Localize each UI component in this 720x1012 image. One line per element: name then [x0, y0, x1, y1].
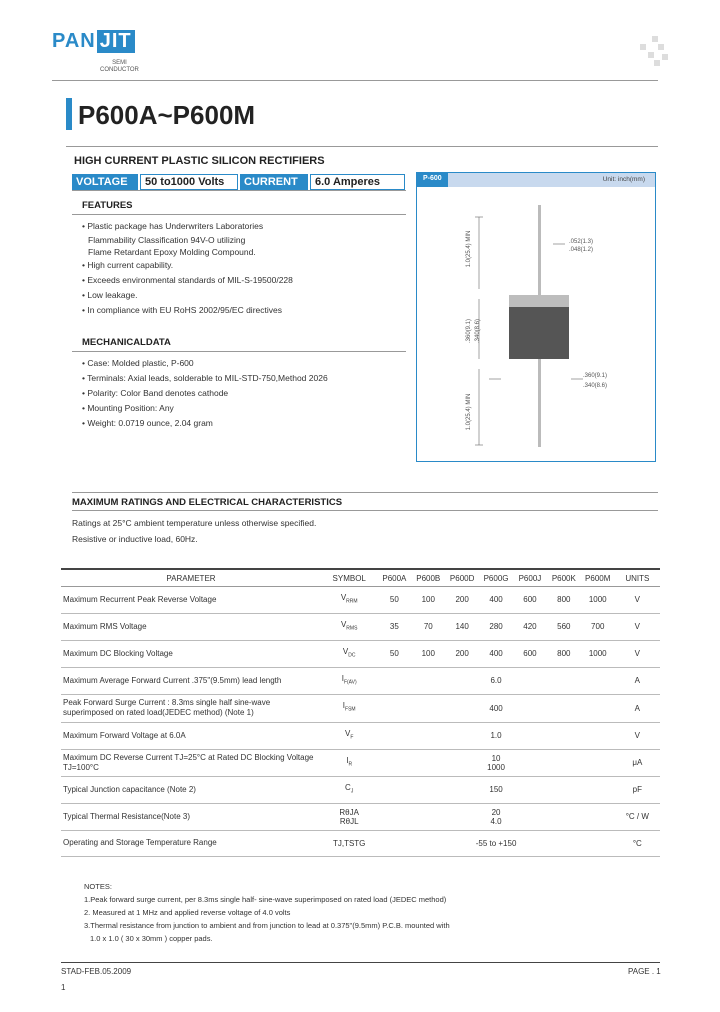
feature-item: Flame Retardant Epoxy Molding Compound.: [88, 247, 256, 257]
dim-lead-dia-2: .048(1.2): [569, 247, 594, 253]
mechanical-heading: MECHANICALDATA: [82, 337, 171, 348]
mechanical-item: • Weight: 0.0719 ounce, 2.04 gram: [82, 418, 213, 428]
notes-block: [84, 880, 450, 945]
brand-subtitle: [100, 60, 139, 74]
param-cell: Operating and Storage Temperature Range: [61, 830, 321, 856]
note-3: 3.Thermal resistance from junction to ambient and from junction to lead at 0.375"(9.5mm) P.C.B. mounted with: [84, 921, 450, 930]
ratings-top-divider: [72, 492, 658, 493]
param-cell: Maximum DC Reverse Current TJ=25°C at Rated DC Blocking Voltage TJ=100°C: [61, 749, 321, 776]
dim-lead-length: 1.0(25.4) MIN: [466, 230, 472, 268]
value-cell: 200: [445, 586, 479, 613]
param-cell: Maximum RMS Voltage: [61, 613, 321, 640]
param-cell: Maximum DC Blocking Voltage: [61, 640, 321, 667]
param-cell: Typical Junction capacitance (Note 2): [61, 776, 321, 803]
value-cell: 800: [547, 640, 581, 667]
table-row: [61, 667, 660, 694]
feature-item: • In compliance with EU RoHS 2002/95/EC directives: [82, 305, 282, 315]
table-row: [61, 776, 660, 803]
unit-cell: A: [615, 694, 660, 722]
value-cell: 600: [513, 640, 547, 667]
product-subtitle: HIGH CURRENT PLASTIC SILICON RECTIFIERS: [74, 155, 325, 167]
value-cell: 400: [479, 586, 513, 613]
col-header: PARAMETER: [61, 572, 321, 586]
col-header: SYMBOL: [321, 572, 378, 586]
value-cell: 560: [547, 613, 581, 640]
table-row: [61, 613, 660, 640]
brand-sub-1: SEMI: [112, 60, 127, 66]
header-divider: [52, 80, 658, 81]
value-cell: 50: [377, 640, 411, 667]
diagram-unit-label: Unit: inch(mm): [602, 176, 645, 183]
mechanical-divider: [72, 351, 406, 352]
diode-drawing: [417, 187, 655, 461]
feature-item: • Low leakage.: [82, 290, 138, 300]
notes-heading: NOTES:: [84, 882, 112, 891]
unit-cell: pF: [615, 776, 660, 803]
symbol-cell: $C_J$: [321, 776, 378, 803]
value-cell: 200: [445, 640, 479, 667]
col-header: P600B: [411, 572, 445, 586]
col-header: P600K: [547, 572, 581, 586]
value-cell: 400: [377, 694, 614, 722]
col-header: P600G: [479, 572, 513, 586]
brand-sub-2: CONDUCTOR: [100, 67, 139, 73]
feature-item: • High current capability.: [82, 260, 174, 270]
symbol-cell: $V_F$: [321, 722, 378, 749]
diode-body: [509, 307, 569, 359]
mechanical-list: [82, 356, 328, 431]
dim-body-dia-2: .340(8.6): [475, 318, 481, 344]
symbol-cell: $V_{RMS}$: [321, 613, 378, 640]
bottom-lead: [538, 359, 541, 447]
ratings-line-1: Ratings at 25°C ambient temperature unless otherwise specified.: [72, 518, 317, 528]
ratings-heading: MAXIMUM RATINGS AND ELECTRICAL CHARACTERISTICS: [72, 497, 343, 508]
param-cell: Typical Thermal Resistance(Note 3): [61, 803, 321, 830]
value-cell: 1000: [581, 640, 615, 667]
note-2: 2. Measured at 1 MHz and applied reverse voltage of 4.0 volts: [84, 908, 291, 917]
footer-page: PAGE . 1: [628, 967, 661, 976]
col-header: P600D: [445, 572, 479, 586]
footer-divider: [61, 962, 660, 963]
unit-cell: μA: [615, 749, 660, 776]
diagram-header: [417, 173, 655, 187]
param-cell: Maximum Forward Voltage at 6.0A: [61, 722, 321, 749]
table-row: [61, 722, 660, 749]
symbol-cell: $V_{RRM}$: [321, 586, 378, 613]
value-cell: 420: [513, 613, 547, 640]
dim-lead-length-2: 1.0(25.4) MIN: [466, 393, 472, 431]
param-cell: Maximum Recurrent Peak Reverse Voltage: [61, 586, 321, 613]
brand-name-a: PAN: [52, 30, 96, 52]
dim-body-dia-1: .360(9.1): [466, 318, 472, 344]
unit-cell: V: [615, 722, 660, 749]
ratings-table: [61, 572, 660, 857]
value-cell: 800: [547, 586, 581, 613]
unit-cell: V: [615, 586, 660, 613]
symbol-cell: $I_{F(AV)}$: [321, 667, 378, 694]
value-cell: 1.0: [377, 722, 614, 749]
table-row: [61, 749, 660, 776]
col-header: P600M: [581, 572, 615, 586]
voltage-value: 50 to1000 Volts: [140, 174, 238, 190]
symbol-cell: $I_R$: [321, 749, 378, 776]
unit-cell: °C / W: [615, 803, 660, 830]
value-cell: -55 to +150: [377, 830, 614, 856]
value-cell: 70: [411, 613, 445, 640]
param-cell: Peak Forward Surge Current : 8.3ms single half sine-wave superimposed on rated load(JEDEC method) (Note 1): [61, 694, 321, 722]
table-top-border: [61, 568, 660, 570]
title-divider: [66, 146, 658, 147]
feature-item: Flammability Classification 94V-O utilizing: [88, 235, 246, 245]
ratings-divider: [72, 510, 658, 511]
feature-item: • Exceeds environmental standards of MIL-S-19500/228: [82, 275, 293, 285]
current-label: CURRENT: [240, 174, 308, 190]
table-row: [61, 803, 660, 830]
value-cell: 6.0: [377, 667, 614, 694]
table-row: [61, 640, 660, 667]
table-header-row: [61, 572, 660, 586]
voltage-label: VOLTAGE: [72, 174, 138, 190]
symbol-cell: $I_{FSM}$: [321, 694, 378, 722]
cathode-band: [509, 295, 569, 307]
symbol-cell: TJ,TSTG: [321, 830, 378, 856]
value-cell: 150: [377, 776, 614, 803]
col-header: P600J: [513, 572, 547, 586]
value-cell: 400: [479, 640, 513, 667]
brand-logo: [52, 30, 135, 53]
unit-cell: V: [615, 613, 660, 640]
features-list: [82, 219, 293, 318]
mechanical-item: • Terminals: Axial leads, solderable to MIL-STD-750,Method 2026: [82, 373, 328, 383]
brand-name-b: JIT: [97, 30, 135, 53]
value-cell: 20 4.0: [377, 803, 614, 830]
value-cell: 700: [581, 613, 615, 640]
value-cell: 50: [377, 586, 411, 613]
mechanical-item: • Mounting Position: Any: [82, 403, 174, 413]
mechanical-item: • Case: Molded plastic, P-600: [82, 358, 194, 368]
package-diagram: [416, 172, 656, 462]
symbol-cell: RθJA RθJL: [321, 803, 378, 830]
value-cell: 1000: [581, 586, 615, 613]
symbol-cell: $V_{DC}$: [321, 640, 378, 667]
features-heading: FEATURES: [82, 200, 133, 211]
ratings-line-2: Resistive or inductive load, 60Hz.: [72, 534, 198, 544]
page-title: P600A~P600M: [78, 100, 256, 130]
value-cell: 280: [479, 613, 513, 640]
mechanical-item: • Polarity: Color Band denotes cathode: [82, 388, 229, 398]
decorative-dots-icon: [640, 36, 670, 66]
unit-cell: °C: [615, 830, 660, 856]
footer-date: STAD-FEB.05.2009: [61, 967, 132, 976]
note-3b: 1.0 x 1.0 ( 30 x 30mm ) copper pads.: [90, 934, 213, 943]
col-header: UNITS: [615, 572, 660, 586]
title-accent: [66, 98, 72, 130]
value-cell: 10 1000: [377, 749, 614, 776]
dim-lead-dia-1: .052(1.3): [569, 239, 594, 245]
footer-num: 1: [61, 983, 66, 992]
diagram-package-label: P-600: [417, 173, 448, 187]
features-divider: [72, 214, 406, 215]
current-value: 6.0 Amperes: [310, 174, 405, 190]
table-row: [61, 694, 660, 722]
param-cell: Maximum Average Forward Current .375"(9.5mm) lead length: [61, 667, 321, 694]
dim-body-len-2: .340(8.6): [583, 383, 608, 389]
value-cell: 35: [377, 613, 411, 640]
feature-item: • Plastic package has Underwriters Laboratories: [82, 221, 264, 231]
table-row: [61, 830, 660, 856]
value-cell: 100: [411, 640, 445, 667]
top-lead: [538, 205, 541, 297]
tags-divider: [72, 190, 406, 191]
value-cell: 600: [513, 586, 547, 613]
note-1: 1.Peak forward surge current, per 8.3ms single half- sine-wave superimposed on rated load (JEDEC method): [84, 895, 447, 904]
dim-body-len-1: .360(9.1): [583, 373, 608, 379]
col-header: P600A: [377, 572, 411, 586]
unit-cell: V: [615, 640, 660, 667]
table-row: [61, 586, 660, 613]
value-cell: 100: [411, 586, 445, 613]
unit-cell: A: [615, 667, 660, 694]
value-cell: 140: [445, 613, 479, 640]
